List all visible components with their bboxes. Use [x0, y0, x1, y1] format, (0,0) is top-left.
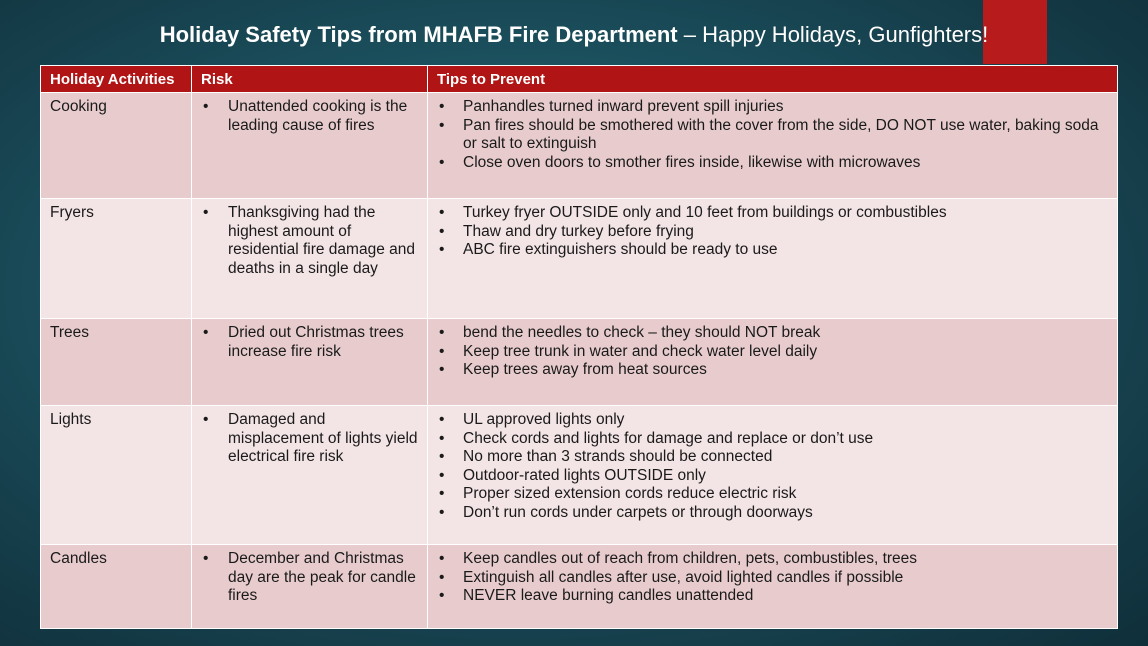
tip-item: • Check cords and lights for damage and replace or don’t use [437, 430, 1108, 449]
activity-cell: Candles [41, 545, 192, 629]
table-row-cooking [41, 93, 1118, 199]
header-tips-to-prevent: Tips to Prevent [428, 66, 1118, 93]
tip-item: • Keep trees away from heat sources [437, 361, 1108, 380]
header-holiday-activities: Holiday Activities [41, 66, 192, 93]
table-row-lights [41, 406, 1118, 545]
activity-cell: Trees [41, 319, 192, 406]
tips-cell [428, 406, 1118, 545]
table-header-row [41, 66, 1118, 93]
activity-cell: Lights [41, 406, 192, 545]
table-row-fryers [41, 199, 1118, 319]
risk-cell [192, 93, 428, 199]
tip-item: • Close oven doors to smother fires inside, likewise with microwaves [437, 154, 1108, 173]
tips-cell [428, 545, 1118, 629]
tip-item: • Extinguish all candles after use, avoid lighted candles if possible [437, 569, 1108, 588]
risk-cell [192, 319, 428, 406]
table-row-trees [41, 319, 1118, 406]
tip-item: • Keep candles out of reach from children, pets, combustibles, trees [437, 550, 1108, 569]
risk-item: • Damaged and misplacement of lights yield electrical fire risk [201, 411, 418, 467]
tip-item: • Proper sized extension cords reduce electric risk [437, 485, 1108, 504]
table-row-candles [41, 545, 1118, 629]
tip-item: • NEVER leave burning candles unattended [437, 587, 1108, 606]
risk-item: • December and Christmas day are the peak for candle fires [201, 550, 418, 606]
tip-item: • Panhandles turned inward prevent spill injuries [437, 98, 1108, 117]
slide-title-subtitle: – Happy Holidays, Gunfighters! [677, 22, 989, 47]
tip-item: • ABC fire extinguishers should be ready to use [437, 241, 1108, 260]
activity-cell: Fryers [41, 199, 192, 319]
tips-cell [428, 319, 1118, 406]
risk-item: • Thanksgiving had the highest amount of residential fire damage and deaths in a single day [201, 204, 418, 278]
header-risk: Risk [192, 66, 428, 93]
tip-item: • No more than 3 strands should be connected [437, 448, 1108, 467]
tip-item: • Outdoor-rated lights OUTSIDE only [437, 467, 1108, 486]
tip-item: • Turkey fryer OUTSIDE only and 10 feet from buildings or combustibles [437, 204, 1108, 223]
slide-title [0, 22, 1148, 48]
activity-cell: Cooking [41, 93, 192, 199]
tip-item: • Pan fires should be smothered with the cover from the side, DO NOT use water, baking soda or salt to extinguish [437, 117, 1108, 154]
tip-item: • Keep tree trunk in water and check water level daily [437, 343, 1108, 362]
risk-cell [192, 545, 428, 629]
risk-cell [192, 199, 428, 319]
risk-item: • Unattended cooking is the leading cause of fires [201, 98, 418, 135]
risk-cell [192, 406, 428, 545]
risk-item: • Dried out Christmas trees increase fire risk [201, 324, 418, 361]
tips-cell [428, 93, 1118, 199]
safety-tips-table [40, 65, 1118, 629]
tip-item: • bend the needles to check – they should NOT break [437, 324, 1108, 343]
tips-cell [428, 199, 1118, 319]
tip-item: • UL approved lights only [437, 411, 1108, 430]
tip-item: • Thaw and dry turkey before frying [437, 223, 1108, 242]
slide-title-main: Holiday Safety Tips from MHAFB Fire Department [159, 22, 678, 47]
tip-item: • Don’t run cords under carpets or through doorways [437, 504, 1108, 523]
